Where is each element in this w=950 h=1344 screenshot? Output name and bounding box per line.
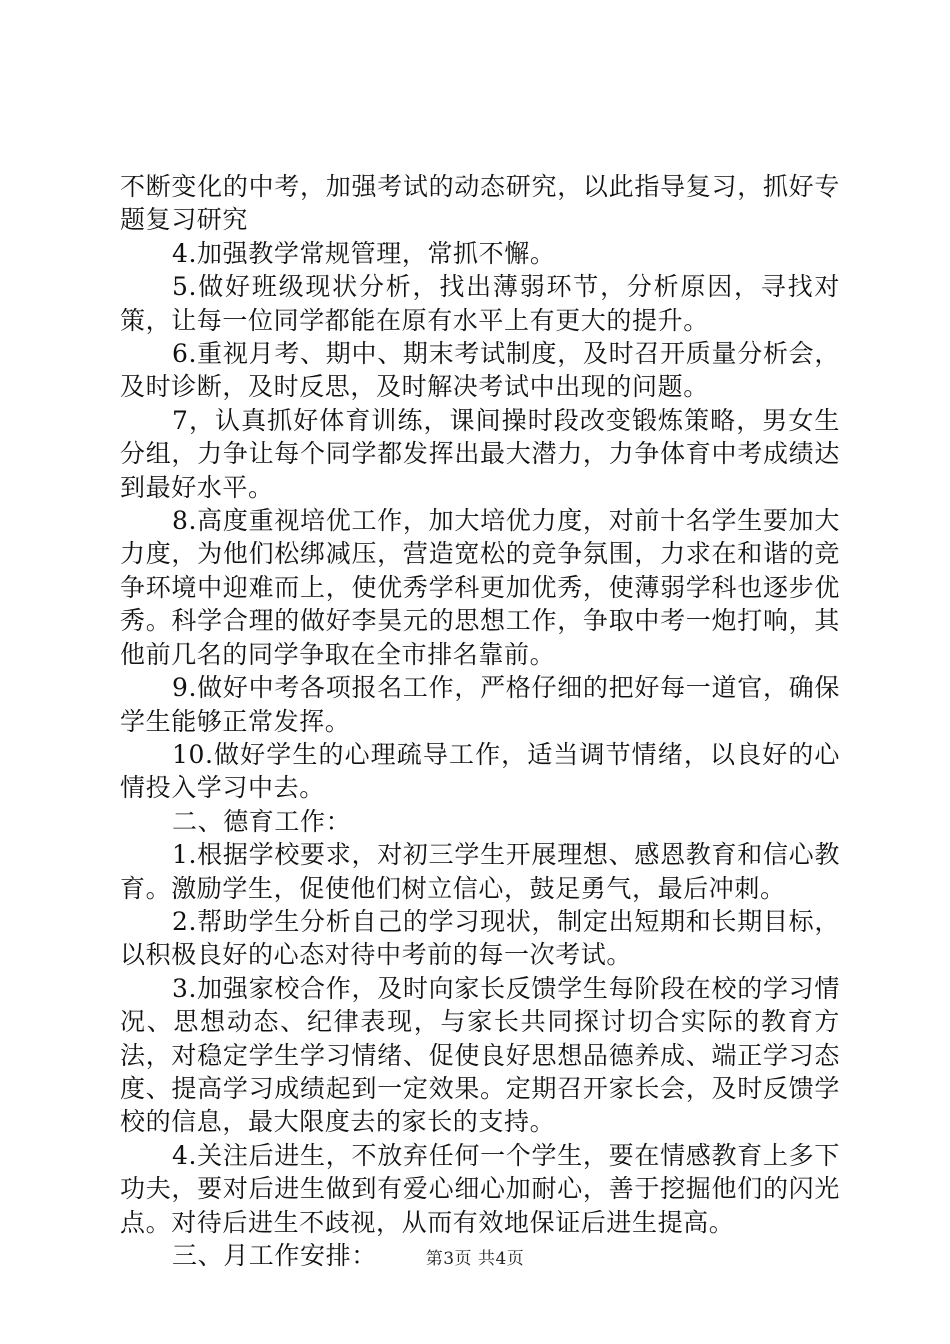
document-body [120, 170, 840, 1272]
section-heading: 二、德育工作： [172, 806, 352, 836]
section-heading: 三、月工作安排： [172, 1241, 377, 1270]
paragraph: 8.高度重视培优工作，加大培优力度，对前十名学生要加大力度，为他们松绑减压，营造宽松的竞争氛围，力求在和谐的竞争环境中迎难而上，使优秀学科更加优秀，使薄弱学科也逐步优秀。科学合理的做好李昊元的思想工作，争取中考一炮打响，其他前几名的同学争取在全市排名靠前。 [120, 506, 840, 669]
paragraph: 9.做好中考各项报名工作，严格仔细的把好每一道官，确保学生能够正常发挥。 [120, 673, 840, 736]
paragraph: 1.根据学校要求，对初三学生开展理想、感恩教育和信心教育。激励学生，促使他们树立信心，鼓足勇气，最后冲刺。 [120, 840, 840, 903]
paragraph: 10.做好学生的心理疏导工作，适当调节情绪，以良好的心情投入学习中去。 [120, 739, 840, 803]
paragraph: 3.加强家校合作，及时向家长反馈学生每阶段在校的学习情况、思想动态、纪律表现，与家长共同探讨切合实际的教育方法，对稳定学生学习情绪、促使良好思想品德养成、端正学习态度、提高学习成绩起到一定效果。定期召开家长会，及时反馈学校的信息，最大限度去的家长的支持。 [120, 973, 840, 1137]
paragraph: 4.关注后进生，不放弃任何一个学生，要在情感教育上多下功夫，要对后进生做到有爱心细心加耐心，善于挖掘他们的闪光点。对待后进生不歧视，从而有效地保证后进生提高。 [120, 1140, 840, 1237]
paragraph: 2.帮助学生分析自己的学习现状，制定出短期和长期目标，以积极良好的心态对待中考前的每一次考试。 [120, 906, 840, 970]
paragraph: 不断变化的中考，加强考试的动态研究，以此指导复习，抓好专题复习研究 [120, 172, 840, 235]
paragraph: 6.重视月考、期中、期末考试制度，及时召开质量分析会，及时诊断，及时反思，及时解决考试中出现的问题。 [120, 339, 840, 402]
page-number: 第3页 共4页 [425, 1249, 525, 1269]
paragraph: 4.加强教学常规管理，常抓不懈。 [172, 238, 556, 268]
paragraph: 7，认真抓好体育训练，课间操时段改变锻炼策略，男女生分组，力争让每个同学都发挥出最大潜力，力争体育中考成绩达到最好水平。 [120, 405, 840, 502]
paragraph: 5.做好班级现状分析，找出薄弱环节，分析原因，寻找对策，让每一位同学都能在原有水平上有更大的提升。 [120, 272, 840, 335]
